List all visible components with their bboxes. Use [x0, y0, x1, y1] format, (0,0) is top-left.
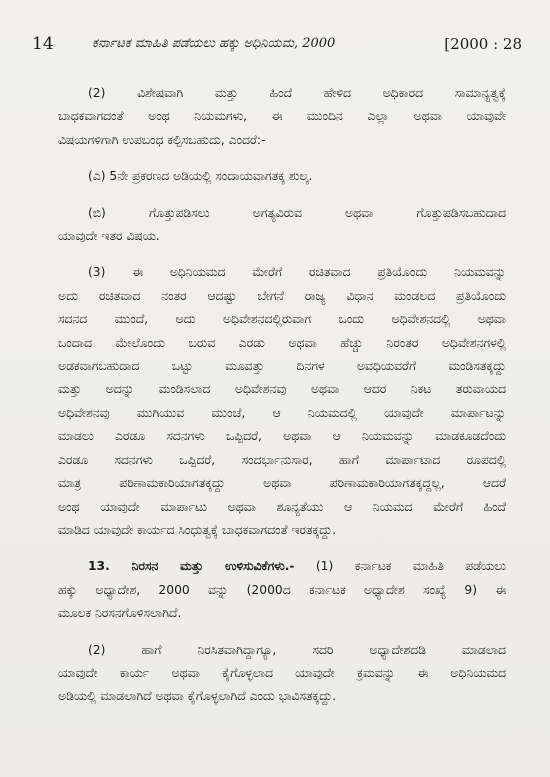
clause-a	[58, 165, 506, 188]
page-number: 14	[32, 34, 54, 54]
text-line: ಹಕ್ಕು ಅಧ್ಯಾದೇಶ, 2000 ವನ್ನು (2000ದ ಕರ್ನಾಟಕ ಅಧ್ಯಾದೇಶ ಸಂಖ್ಯೆ 9) ಈ	[58, 582, 506, 597]
text-line: (ಬಿ) ಗೊತ್ತುಪಡಿಸಲು ಅಗತ್ಯವಿರುವ ಅಥವಾ ಗೊತ್ತುಪಡಿಸಬಹುದಾದ	[88, 205, 506, 220]
section-text: (1) ಕರ್ನಾಟಕ ಮಾಹಿತಿ ಪಡೆಯಲು	[294, 559, 507, 574]
text-line: ಸದನದ ಮುಂದೆ, ಅದು ಅಧಿವೇಶನದಲ್ಲಿರುವಾಗ ಒಂದು ಅಧಿವೇಶನದಲ್ಲಿ ಅಥವಾ	[58, 312, 507, 327]
text-line: ಯಾವುದೇ ಕಾರ್ಯ ಅಥವಾ ಕೈಗೊಳ್ಳಲಾದ ಯಾವುದೇ ಕ್ರಮವನ್ನು ಈ ಅಧಿನಿಯಮದ	[58, 665, 506, 680]
text-line: ಮೂಲಕ ನಿರಸನಗೊಳಿಸಲಾಗಿದೆ.	[58, 606, 182, 621]
text-line: ಬಾಧಕವಾಗದಂತೆ ಅಂಥ ನಿಯಮಗಳು, ಈ ಮುಂದಿನ ಎಲ್ಲಾ ಅಥವಾ ಯಾವುವೇ	[58, 109, 506, 124]
text-line: (3) ಈ ಅಧಿನಿಯಮದ ಮೇರೆಗೆ ರಚಿತವಾದ ಪ್ರತಿಯೊಂದು ನಿಯಮವನ್ನು	[88, 265, 506, 280]
text-line: ಒಂದಾದ ಮೇಲೊಂದು ಬರುವ ಎರಡು ಅಥವಾ ಹೆಚ್ಚು ನಿರಂತರ ಅಧಿವೇಶನಗಳಲ್ಲಿ	[58, 335, 506, 350]
paragraph-2	[58, 82, 506, 152]
text-line: ಎರಡೂ ಸದನಗಳು ಒಪ್ಪಿದರೆ, ಸಂದರ್ಭಾನುಸಾರ, ಹಾಗೆ ಮಾರ್ಪಾಟಾದ ರೂಪದಲ್ಲಿ	[58, 452, 506, 467]
section-13	[58, 555, 506, 625]
text-line: ಮಾಡಿದ ಯಾವುದೇ ಕಾರ್ಯದ ಸಿಂಧುತ್ವಕ್ಕೆ ಬಾಧಕವಾಗದಂತೆ ಇರತಕ್ಕದ್ದು.	[58, 522, 336, 537]
document-body	[58, 82, 506, 722]
running-title: ಕರ್ನಾಟಕ ಮಾಹಿತಿ ಪಡೆಯಲು ಹಕ್ಕು ಅಧಿನಿಯಮ, 2000	[92, 36, 336, 51]
text-line: ಮತ್ತು ಅದನ್ನು ಮಂಡಿಸಲಾದ ಅಧಿವೇಶನವು ಅಥವಾ ಆದರ ನಿಕಟ ತರುವಾಯದ	[58, 382, 506, 397]
text-line: ವಿಷಯಗಳಿಗಾಗಿ ಉಪಬಂಧ ಕಲ್ಪಿಸಬಹುದು, ಎಂದರೆ:-	[58, 132, 266, 147]
paragraph-3	[58, 261, 506, 542]
act-reference: [2000 : 28	[444, 35, 522, 53]
text-line: ಅಧಿವೇಶನವು ಮುಗಿಯುವ ಮುಂಚೆ, ಆ ನಿಯಮದಲ್ಲಿ ಯಾವುದೇ ಮಾರ್ಪಾಟನ್ನು	[58, 405, 506, 420]
text-line: ಅಂಥ ಯಾವುದೇ ಮಾರ್ಪಾಟು ಅಥವಾ ಶೂನ್ಯತೆಯು ಆ ನಿಯಮದ ಮೇರೆಗೆ ಹಿಂದೆ	[58, 499, 506, 514]
text-line: ಯಾವುದೇ ಇತರ ವಿಷಯ.	[58, 229, 160, 244]
text-line: ಮಾತ್ರ ಪರಿಣಾಮಕಾರಿಯಾಗತಕ್ಕದ್ದು ಅಥವಾ ಪರಿಣಾಮಕಾರಿಯಾಗತಕ್ಕದ್ದಲ್ಲ, ಆದರೆ	[58, 476, 506, 491]
section-heading: 13. ನಿರಸನ ಮತ್ತು ಉಳಿಸುವಿಕೆಗಳು.-	[88, 559, 295, 574]
section-13-paragraph-2	[58, 639, 506, 709]
text-line: (2) ವಿಶೇಷವಾಗಿ ಮತ್ತು ಹಿಂದೆ ಹೇಳಿದ ಅಧಿಕಾರದ ಸಾಮಾನ್ಯತ್ವಕ್ಕೆ	[88, 86, 506, 100]
text-line: ಅಡಕವಾಗಬಹುದಾದ ಒಟ್ಟು ಮೂವತ್ತು ದಿನಗಳ ಅವಧಿಯವರೆಗೆ ಮಂಡಿಸತಕ್ಕದ್ದು	[58, 359, 506, 374]
text-line: (2) ಹಾಗೆ ನಿರಸಿತವಾಗಿದ್ದಾಗ್ಯೂ, ಸದರಿ ಅಧ್ಯಾದೇಶದಡಿ ಮಾಡಲಾದ	[88, 642, 506, 657]
text-line: ಮಾಡಲು ಎರಡೂ ಸದನಗಳು ಒಪ್ಪಿದರೆ, ಅಥವಾ ಆ ನಿಯಮವನ್ನು ಮಾಡಕೂಡದೆಂದು	[58, 429, 506, 444]
page-header	[32, 34, 522, 56]
text-line: ಅದು ರಚಿತವಾದ ನಂತರ ಆದಷ್ಟು ಬೇಗನೆ ರಾಜ್ಯ ವಿಧಾನ ಮಂಡಲದ ಪ್ರತಿಯೊಂದು	[58, 288, 506, 303]
text-line	[58, 555, 506, 578]
text-line: (ಎ) 5ನೇ ಪ್ರಕರಣದ ಅಡಿಯಲ್ಲಿ ಸಂದಾಯವಾಗತಕ್ಕ ಶುಲ್ಕ.	[88, 169, 313, 184]
text-line: ಅಡಿಯಲ್ಲಿ ಮಾಡಲಾಗಿದೆ ಅಥವಾ ಕೈಗೊಳ್ಳಲಾಗಿದೆ ಎಂದು ಭಾವಿಸತಕ್ಕದ್ದು.	[58, 689, 336, 704]
clause-b	[58, 202, 506, 249]
